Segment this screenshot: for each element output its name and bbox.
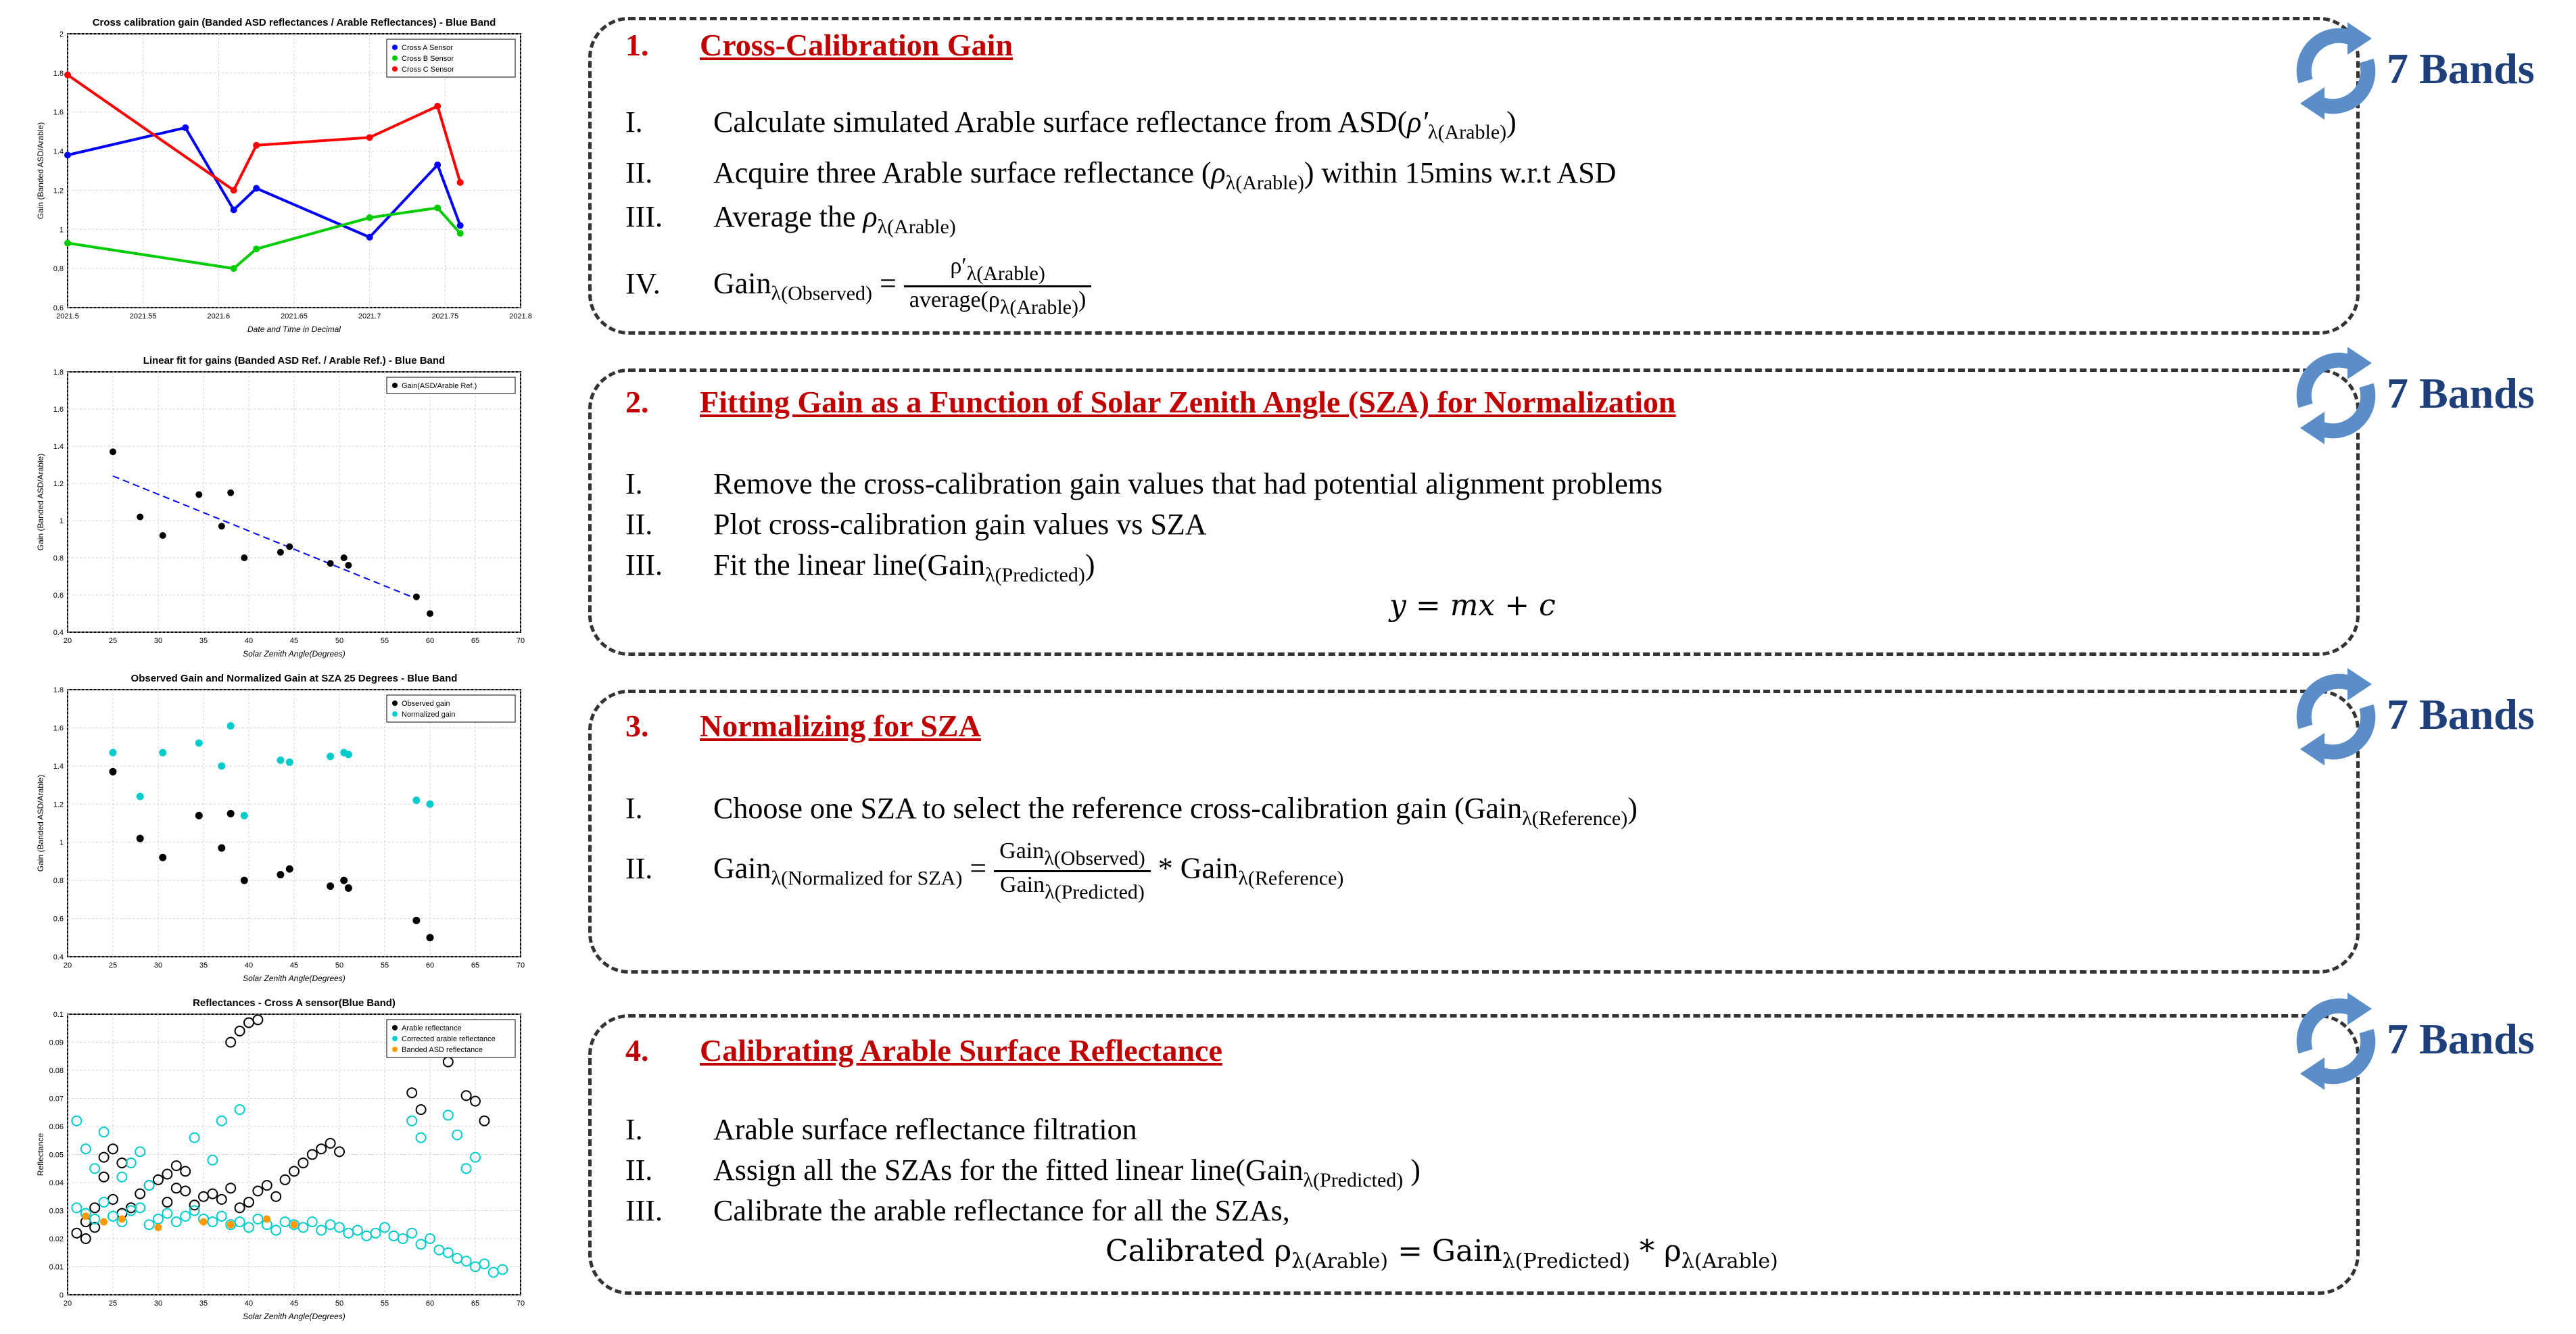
x-tick-label: 25 [108, 1300, 118, 1308]
line-tail: = [872, 266, 897, 300]
roman-numeral: III. [625, 200, 663, 233]
roman-numeral: I. [625, 105, 643, 139]
data-point [345, 562, 352, 569]
step-3-title [625, 708, 981, 744]
step-2-title [625, 384, 1676, 420]
x-tick-label: 40 [244, 637, 254, 645]
legend-marker [392, 700, 398, 706]
legend-entry: Observed gain [402, 700, 450, 708]
bands-label: 7 Bands [2387, 1015, 2535, 1063]
data-point [227, 810, 234, 817]
step-3-number: 3. [625, 709, 649, 743]
x-tick-label: 2021.8 [509, 312, 532, 320]
math-subscript: λ(Predicted) [1303, 1169, 1404, 1191]
legend-entry: Cross A Sensor [402, 44, 453, 52]
x-tick-label: 50 [335, 961, 344, 970]
denominator-tail: ) [1078, 287, 1087, 312]
y-tick-label: 1.2 [53, 187, 64, 195]
step-1-box [588, 17, 2360, 335]
y-tick-label: 0.1 [53, 1011, 64, 1019]
roman-numeral: IV. [625, 266, 661, 300]
math-symbol: Gain [713, 266, 771, 300]
data-point [160, 532, 166, 539]
legend-marker [392, 711, 398, 717]
y-tick-label: 0.4 [53, 953, 64, 961]
x-tick-label: 70 [516, 1300, 525, 1308]
line-tail: ) within 15mins w.r.t ASD [1304, 156, 1617, 189]
line-text: Calculate simulated Arable surface reflectance from ASD( [713, 105, 1408, 139]
data-point [427, 934, 433, 941]
x-tick-label: 40 [244, 961, 254, 970]
data-point [110, 749, 116, 756]
numerator-symbol: ρ′ [950, 254, 967, 279]
series-point [64, 240, 71, 247]
chart-title: Cross calibration gain (Banded ASD reflectances / Arable Reflectances) - Blue Band [92, 17, 496, 28]
y-tick-label: 0.07 [49, 1095, 64, 1103]
x-tick-label: 2021.5 [56, 312, 79, 320]
y-tick-label: 1.2 [53, 801, 64, 809]
denominator-subscript: λ(Predicted) [1045, 881, 1145, 903]
data-point [101, 1218, 108, 1225]
series-point [64, 72, 71, 78]
linear-equation: y = mx + c [1389, 588, 1556, 623]
line-tail: ) [1506, 105, 1517, 139]
data-point [227, 490, 234, 496]
x-tick-label: 35 [199, 961, 208, 970]
step-3-box [588, 690, 2360, 974]
data-point [137, 793, 143, 800]
numerator-subscript: λ(Observed) [1044, 847, 1145, 870]
x-tick-label: 55 [380, 1300, 389, 1308]
data-point [155, 1224, 162, 1231]
x-tick-label: 40 [244, 1300, 254, 1308]
step-1-title [625, 27, 1013, 63]
roman-numeral: III. [625, 548, 663, 581]
data-point [218, 844, 225, 851]
series-point [231, 206, 237, 213]
data-point [195, 740, 202, 746]
math-subscript: λ(Reference) [1522, 807, 1628, 830]
x-tick-label: 20 [63, 637, 72, 645]
data-point [277, 549, 284, 556]
line-tail: ) [1403, 1153, 1421, 1187]
plot-area [68, 690, 521, 957]
line-text: Choose one SZA to select the reference cross-calibration gain (Gain [713, 792, 1523, 825]
line-text: Average the [713, 200, 863, 233]
y-tick-label: 0.8 [53, 877, 64, 886]
math-symbol: ρ′ [1407, 105, 1428, 139]
data-point [160, 749, 166, 756]
step-1-line-1 [625, 105, 1517, 144]
fraction-denominator [904, 287, 1091, 319]
step-4-line-2 [625, 1153, 1421, 1192]
x-tick-label: 2021.65 [281, 312, 308, 320]
data-point [218, 763, 225, 769]
bands-label: 7 Bands [2387, 45, 2535, 93]
y-axis-label: Gain (Banded ASD/Arable) [36, 774, 45, 872]
series-point [253, 142, 260, 149]
gain-observed-fraction [904, 254, 1091, 319]
series-point [366, 234, 373, 241]
chart-panel-1 [34, 14, 532, 338]
step-1-line-2 [625, 156, 1616, 195]
legend-entry: Banded ASD reflectance [402, 1046, 483, 1054]
bands-badge-2 [2285, 341, 2569, 450]
legend-marker [392, 55, 398, 61]
math-symbol: ρ [863, 200, 878, 233]
equation-gain-subscript: λ(Predicted) [1502, 1249, 1631, 1273]
data-point [241, 554, 247, 561]
series-point [434, 103, 441, 110]
roman-numeral: II. [625, 508, 653, 541]
line-text: Gain [713, 851, 771, 885]
chart-4 [34, 994, 525, 1325]
data-point [427, 801, 433, 807]
step-2-line-1 [625, 467, 1663, 501]
x-tick-label: 30 [153, 1300, 163, 1308]
x-tick-label: 65 [471, 961, 480, 970]
line-text: Fit the linear line(Gain [713, 548, 985, 581]
series-point [64, 151, 71, 158]
data-point [341, 554, 348, 561]
math-subscript: λ(Observed) [771, 282, 873, 305]
cycle-arrows-icon [2285, 17, 2387, 125]
legend-marker [392, 383, 398, 388]
x-axis-label: Solar Zenith Angle(Degrees) [243, 1312, 345, 1321]
equation-rho-subscript: λ(Arable) [1681, 1249, 1778, 1273]
x-tick-label: 55 [380, 637, 389, 645]
step-1-number: 1. [625, 28, 649, 62]
series-point [457, 230, 464, 237]
multiplier-subscript: λ(Reference) [1238, 867, 1344, 890]
step-3-title-text: Normalizing for SZA [700, 709, 981, 743]
x-tick-label: 2021.55 [129, 312, 157, 320]
x-tick-label: 55 [380, 961, 389, 970]
data-point [264, 1216, 270, 1222]
data-point [227, 1221, 234, 1228]
bands-badge-3 [2285, 663, 2569, 771]
data-point [286, 544, 293, 550]
data-point [327, 560, 334, 567]
series-point [182, 124, 189, 131]
data-point [137, 514, 143, 521]
y-tick-label: 0.06 [49, 1123, 64, 1131]
data-point [286, 759, 293, 765]
cycle-arrows-icon [2285, 341, 2387, 450]
chart-title: Linear fit for gains (Banded ASD Ref. / Arable Ref.) - Blue Band [143, 355, 446, 366]
legend-entry: Cross C Sensor [402, 66, 454, 74]
legend-marker [392, 1025, 398, 1030]
x-tick-label: 2021.75 [431, 312, 459, 320]
x-tick-label: 70 [516, 637, 525, 645]
data-point [327, 753, 334, 760]
data-point [341, 877, 348, 884]
chart-3 [34, 669, 525, 987]
denominator-subscript: λ(Arable) [999, 296, 1078, 318]
step-2-box [588, 368, 2360, 656]
equation-rho: * ρ [1630, 1234, 1681, 1268]
x-tick-label: 30 [153, 961, 163, 970]
cycle-arrows-icon [2285, 987, 2387, 1095]
data-point [345, 884, 352, 891]
x-tick-label: 60 [425, 1300, 435, 1308]
series-point [253, 185, 260, 192]
data-point [427, 611, 433, 617]
roman-numeral: II. [625, 156, 653, 189]
math-subscript: λ(Arable) [877, 216, 956, 238]
line-tail: = [962, 851, 987, 885]
x-axis-label: Solar Zenith Angle(Degrees) [243, 649, 345, 659]
legend-entry: Cross B Sensor [402, 55, 454, 63]
series-point [366, 134, 373, 141]
cycle-arrows-icon [2285, 663, 2387, 771]
legend-entry: Arable reflectance [402, 1024, 462, 1032]
y-tick-label: 1.8 [53, 69, 64, 78]
x-tick-label: 70 [516, 961, 525, 970]
data-point [137, 835, 143, 842]
roman-numeral: I. [625, 1113, 643, 1146]
roman-numeral: II. [625, 1153, 653, 1187]
multiplier-text: * Gain [1150, 851, 1239, 885]
line-text: Calibrate the arable reflectance for all the SZAs, [713, 1194, 1290, 1227]
y-tick-label: 2 [59, 30, 64, 39]
y-tick-label: 0.04 [49, 1179, 64, 1187]
step-1-title-text: Cross-Calibration Gain [700, 28, 1013, 62]
y-tick-label: 0.8 [53, 554, 64, 563]
series-point [434, 162, 441, 168]
y-tick-label: 0 [59, 1291, 64, 1300]
x-tick-label: 65 [471, 637, 480, 645]
y-tick-label: 0.03 [49, 1207, 64, 1216]
line-text: Assign all the SZAs for the fitted linear line(Gain [713, 1153, 1304, 1187]
equation-lhs-subscript: λ(Arable) [1291, 1249, 1389, 1273]
roman-numeral: I. [625, 792, 643, 825]
x-tick-label: 60 [425, 961, 435, 970]
data-point [413, 594, 420, 600]
legend-entry: Gain(ASD/Arable Ref.) [402, 382, 477, 390]
data-point [118, 1216, 125, 1222]
y-tick-label: 1.2 [53, 480, 64, 488]
step-3-line-2 [625, 838, 1343, 904]
y-tick-label: 0.6 [53, 915, 64, 924]
numerator-subscript: λ(Arable) [966, 262, 1045, 285]
data-point [286, 865, 293, 872]
chart-title: Reflectances - Cross A sensor(Blue Band) [193, 997, 396, 1009]
math-subscript: λ(Normalized for SZA) [771, 867, 963, 890]
math-subscript: λ(Arable) [1427, 121, 1507, 143]
y-tick-label: 1.4 [53, 762, 64, 771]
data-point [327, 883, 334, 890]
line-text: Remove the cross-calibration gain values that had potential alignment problems [713, 467, 1663, 500]
y-axis-label: Gain (Banded ASD/Arable) [36, 453, 45, 551]
equation-lhs: Calibrated ρ [1105, 1234, 1292, 1268]
y-tick-label: 0.8 [53, 265, 64, 274]
normalized-gain-fraction [994, 838, 1151, 904]
fraction-denominator [994, 872, 1151, 904]
x-tick-label: 20 [63, 961, 72, 970]
y-tick-label: 1 [59, 226, 64, 235]
math-subscript: λ(Predicted) [985, 564, 1085, 586]
x-tick-label: 45 [289, 637, 299, 645]
y-tick-label: 1.6 [53, 406, 64, 414]
legend-entry: Normalized gain [402, 711, 456, 719]
data-point [277, 757, 284, 763]
math-subscript: λ(Arable) [1225, 172, 1304, 194]
step-4-title-text: Calibrating Arable Surface Reflectance [700, 1033, 1222, 1068]
data-point [195, 812, 202, 819]
data-point [218, 523, 225, 529]
equation-gain: = Gain [1388, 1234, 1502, 1268]
chart-title: Observed Gain and Normalized Gain at SZA 25 Degrees - Blue Band [130, 673, 458, 684]
x-tick-label: 25 [108, 961, 118, 970]
data-point [82, 1213, 89, 1220]
fraction-numerator [994, 838, 1151, 872]
data-point [160, 854, 166, 861]
step-2-line-2 [625, 507, 1207, 542]
line-tail: ) [1627, 792, 1638, 825]
data-point [195, 492, 202, 498]
data-point [345, 751, 352, 758]
y-tick-label: 0.05 [49, 1151, 64, 1160]
x-tick-label: 50 [335, 637, 344, 645]
y-axis-label: Gain (Banded ASD/Arable) [36, 122, 45, 220]
numerator-symbol: Gain [999, 838, 1045, 863]
y-tick-label: 0.4 [53, 629, 64, 637]
chart-panel-3 [34, 669, 525, 987]
chart-2 [34, 352, 525, 663]
legend-marker [392, 1047, 398, 1052]
x-axis-label: Solar Zenith Angle(Degrees) [243, 974, 345, 983]
data-point [227, 723, 234, 730]
y-tick-label: 0.6 [53, 592, 64, 600]
x-tick-label: 20 [63, 1300, 72, 1308]
data-point [413, 797, 420, 804]
series-point [253, 245, 260, 252]
y-tick-label: 1.8 [53, 368, 64, 377]
series-point [434, 204, 441, 211]
line-text: Acquire three Arable surface reflectance ( [713, 156, 1212, 189]
legend-marker [392, 66, 398, 72]
data-point [110, 768, 116, 775]
x-axis-label: Date and Time in Decimal [247, 325, 341, 334]
data-point [241, 877, 247, 884]
y-tick-label: 1.4 [53, 147, 64, 156]
bands-label: 7 Bands [2387, 690, 2535, 738]
chart-panel-2 [34, 352, 525, 663]
step-4-line-3 [625, 1193, 1290, 1228]
series-point [457, 179, 464, 186]
series-point [366, 214, 373, 221]
line-text: Plot cross-calibration gain values vs SZA [713, 508, 1207, 541]
step-4-number: 4. [625, 1033, 649, 1068]
step-1-line-3 [625, 199, 956, 239]
y-axis-label: Reflectance [36, 1133, 45, 1176]
fraction-numerator [904, 254, 1091, 287]
step-4-box [588, 1014, 2360, 1295]
legend-marker [392, 1036, 398, 1041]
x-tick-label: 35 [199, 1300, 208, 1308]
series-point [231, 265, 237, 272]
x-tick-label: 45 [289, 1300, 299, 1308]
series-point [231, 187, 237, 193]
x-tick-label: 25 [108, 637, 118, 645]
data-point [277, 872, 284, 878]
x-tick-label: 35 [199, 637, 208, 645]
bands-label: 7 Bands [2387, 369, 2535, 417]
y-tick-label: 1.6 [53, 108, 64, 117]
y-tick-label: 1.8 [53, 686, 64, 694]
chart-panel-4 [34, 994, 525, 1325]
legend-marker [392, 45, 398, 50]
x-tick-label: 50 [335, 1300, 344, 1308]
step-4-line-1 [625, 1112, 1137, 1147]
bands-badge-1 [2285, 17, 2569, 125]
y-tick-label: 0.01 [49, 1263, 64, 1272]
y-tick-label: 0.02 [49, 1235, 64, 1243]
roman-numeral: III. [625, 1194, 663, 1227]
step-1-line-4 [625, 254, 1091, 319]
data-point [291, 1221, 297, 1228]
y-tick-label: 1.4 [53, 443, 64, 451]
y-tick-label: 0.6 [53, 304, 64, 312]
line-text: Arable surface reflectance filtration [713, 1113, 1137, 1146]
legend-entry: Corrected arable reflectance [402, 1035, 496, 1043]
y-tick-label: 1 [59, 838, 64, 847]
y-tick-label: 1 [59, 517, 64, 525]
y-tick-label: 1.6 [53, 724, 64, 733]
step-3-line-1 [625, 791, 1638, 830]
x-tick-label: 2021.7 [358, 312, 381, 320]
roman-numeral: II. [625, 851, 653, 885]
denominator-symbol: Gain [999, 872, 1045, 897]
line-tail: ) [1084, 548, 1095, 581]
step-2-line-3 [625, 548, 1095, 587]
step-4-title [625, 1032, 1222, 1068]
denominator-text: average(ρ [909, 287, 1000, 312]
data-point [110, 448, 116, 455]
step-2-title-text: Fitting Gain as a Function of Solar Zenith Angle (SZA) for Normalization [700, 385, 1676, 419]
series-point [457, 222, 464, 229]
math-symbol: ρ [1211, 156, 1226, 189]
data-point [413, 917, 420, 924]
x-tick-label: 45 [289, 961, 299, 970]
data-point [241, 812, 247, 819]
x-tick-label: 65 [471, 1300, 480, 1308]
y-tick-label: 0.08 [49, 1067, 64, 1075]
y-tick-label: 0.09 [49, 1039, 64, 1047]
chart-1 [34, 14, 532, 338]
x-tick-label: 60 [425, 637, 435, 645]
x-tick-label: 2021.6 [207, 312, 231, 320]
step-2-number: 2. [625, 385, 649, 419]
x-tick-label: 30 [153, 637, 163, 645]
data-point [200, 1218, 207, 1225]
bands-badge-4 [2285, 987, 2569, 1095]
calibration-equation [1105, 1234, 1778, 1273]
roman-numeral: I. [625, 467, 643, 500]
